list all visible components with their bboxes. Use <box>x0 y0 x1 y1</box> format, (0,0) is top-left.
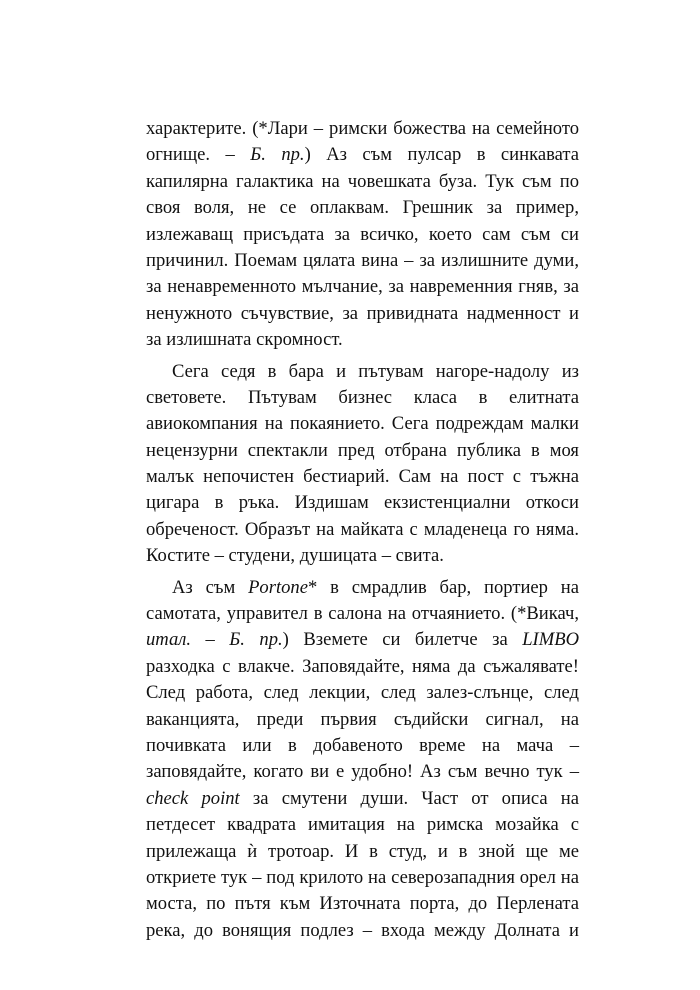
text-line: авиокомпания на покаянието. Сега подреждам малки <box>146 413 579 435</box>
text-line: за излишната скромност. <box>146 329 343 351</box>
text-line: капилярна галактика на човешката буза. Тук съм по <box>146 170 579 192</box>
text-line: След работа, след лекции, след залез-слънце, след <box>146 682 579 704</box>
text-line: излежаващ присъдата за всичко, което сам съм си <box>146 223 579 245</box>
text-line: ваканцията, преди първия съдийски сигнал, на <box>146 708 579 730</box>
text-line: река, до вонящия подлез – входа между Долната и <box>146 919 579 941</box>
paragraph <box>146 575 579 944</box>
text-line: своя воля, не се оплаквам. Грешник за пример, <box>146 197 579 219</box>
text-line: малък непочистен бестиарий. Сам на пост с тъжна <box>146 466 579 488</box>
text-line: ненужното съчувствие, за привидната надменност и <box>146 302 579 324</box>
text-line: моста, по пътя към Източната порта, до Перлената <box>146 893 579 915</box>
text-line: откриете тук – под крилото на северозападния орел на <box>146 866 579 888</box>
text-line: нецензурни спектакли пред отбрана публика в моя <box>146 439 579 461</box>
italic-text: итал. – Б. пр. <box>146 629 283 651</box>
text-line: петдесет квадрата имитация на римска мозайка с <box>146 814 579 836</box>
text-line: причинил. Поемам цялата вина – за излишните думи, <box>146 249 579 271</box>
text-line: цигара в ръка. Издишам екзистенциални откоси <box>146 492 579 514</box>
text-line: самотата, управител в салона на отчаянието. (*Викач, <box>146 603 579 625</box>
paragraph <box>146 359 579 570</box>
italic-text: Б. пр. <box>250 144 305 166</box>
text-line: обреченост. Образът на майката с младенеца го няма. <box>146 518 579 540</box>
text-line: check point за смутени души. Част от описа на <box>146 787 579 809</box>
text-line: за ненавременното мълчание, за навременния гняв, за <box>146 276 579 298</box>
text-line: огнище. – Б. пр.) Аз съм пулсар в синкавата <box>146 144 579 166</box>
text-line: заповядайте, когато ви е удобно! Аз съм вечно тук – <box>146 761 579 783</box>
text-line: итал. – Б. пр.) Вземете си билетче за LIMBO <box>146 629 580 651</box>
text-line: Костите – студени, душицата – свита. <box>146 545 444 567</box>
italic-text: Portone <box>248 576 308 598</box>
paragraph <box>146 116 579 354</box>
text-line: характерите. (*Лари – римски божества на семейното <box>146 118 579 139</box>
text-line: Аз съм Portone* в смрадлив бар, портиер на <box>172 576 579 598</box>
italic-text: check point <box>146 787 240 809</box>
body-text <box>146 116 579 944</box>
text-line: почивката или в добавеното време на мача – <box>146 734 579 756</box>
text-line: Сега седя в бара и пътувам нагоре-надолу из <box>172 360 579 382</box>
text-line: разходка с влакче. Заповядайте, няма да съжалявате! <box>146 655 579 677</box>
text-line: прилежаща ѝ тротоар. И в студ, и в зной ще ме <box>146 840 579 862</box>
text-line: световете. Пътувам бизнес класа в елитната <box>146 386 579 408</box>
italic-text: LIMBO <box>522 629 580 651</box>
